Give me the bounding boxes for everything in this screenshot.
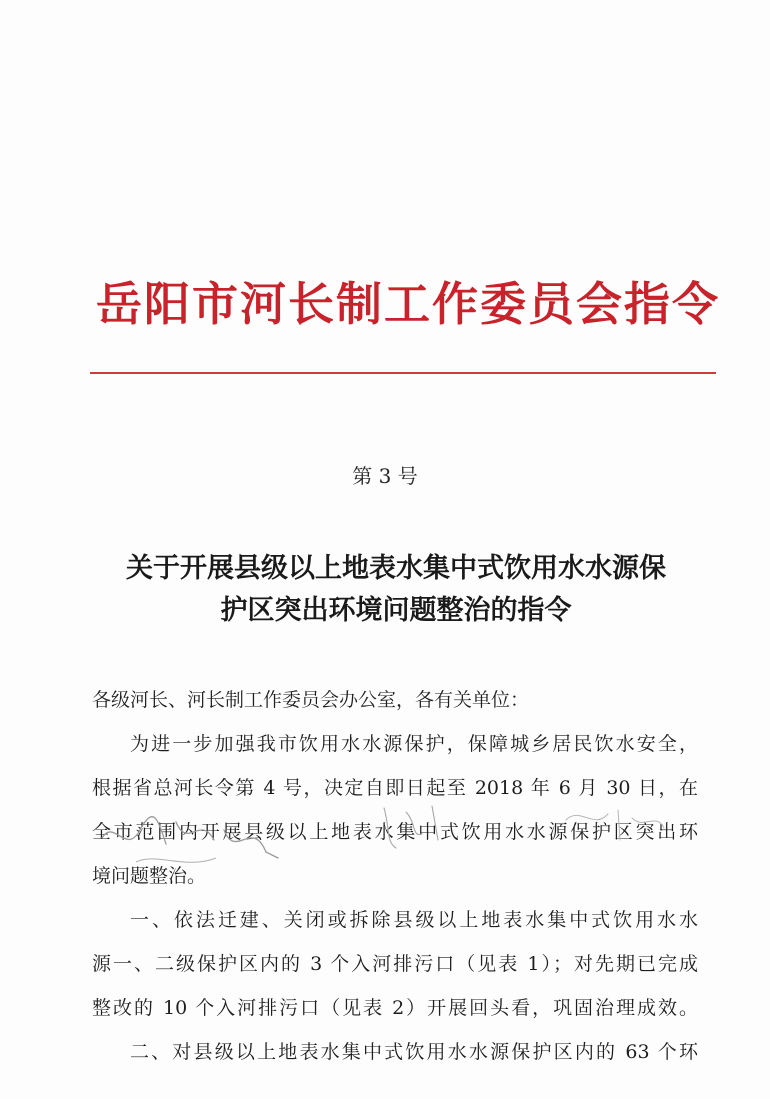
body-line-6: 源一、二级保护区内的 3 个入河排污口（见表 1）；对先期已完成: [92, 953, 698, 975]
body-line-3: 全市范围内开展县级以上地表水集中式饮用水水源保护区突出环: [92, 821, 698, 843]
body-line-2: 根据省总河长令第 4 号，决定自即日起至 2018 年 6 月 30 日，在: [92, 777, 698, 799]
document-body: [92, 678, 698, 1074]
body-line-4: 境问题整治。: [92, 865, 207, 887]
title-line-2: 护区突出环境问题整治的指令: [220, 595, 572, 626]
document-number: 第 3 号: [352, 464, 418, 488]
body-line-8: 二、对县级以上地表水集中式饮用水水源保护区内的 63 个环: [130, 1041, 698, 1063]
body-line-7: 整改的 10 个入河排污口（见表 2）开展回头看，巩固治理成效。: [92, 997, 698, 1019]
title-line-1: 关于开展县级以上地表水集中式饮用水水源保: [126, 553, 666, 584]
body-line-5: 一、依法迁建、关闭或拆除县级以上地表水集中式饮用水水: [130, 909, 698, 931]
salutation: 各级河长、河长制工作委员会办公室，各有关单位：: [92, 689, 530, 711]
masthead-divider: [90, 372, 716, 374]
document-title: [96, 548, 696, 632]
masthead-title: 岳阳市河长制工作委员会指令: [96, 277, 720, 331]
body-line-1: 为进一步加强我市饮用水水源保护，保障城乡居民饮水安全，: [130, 733, 698, 755]
